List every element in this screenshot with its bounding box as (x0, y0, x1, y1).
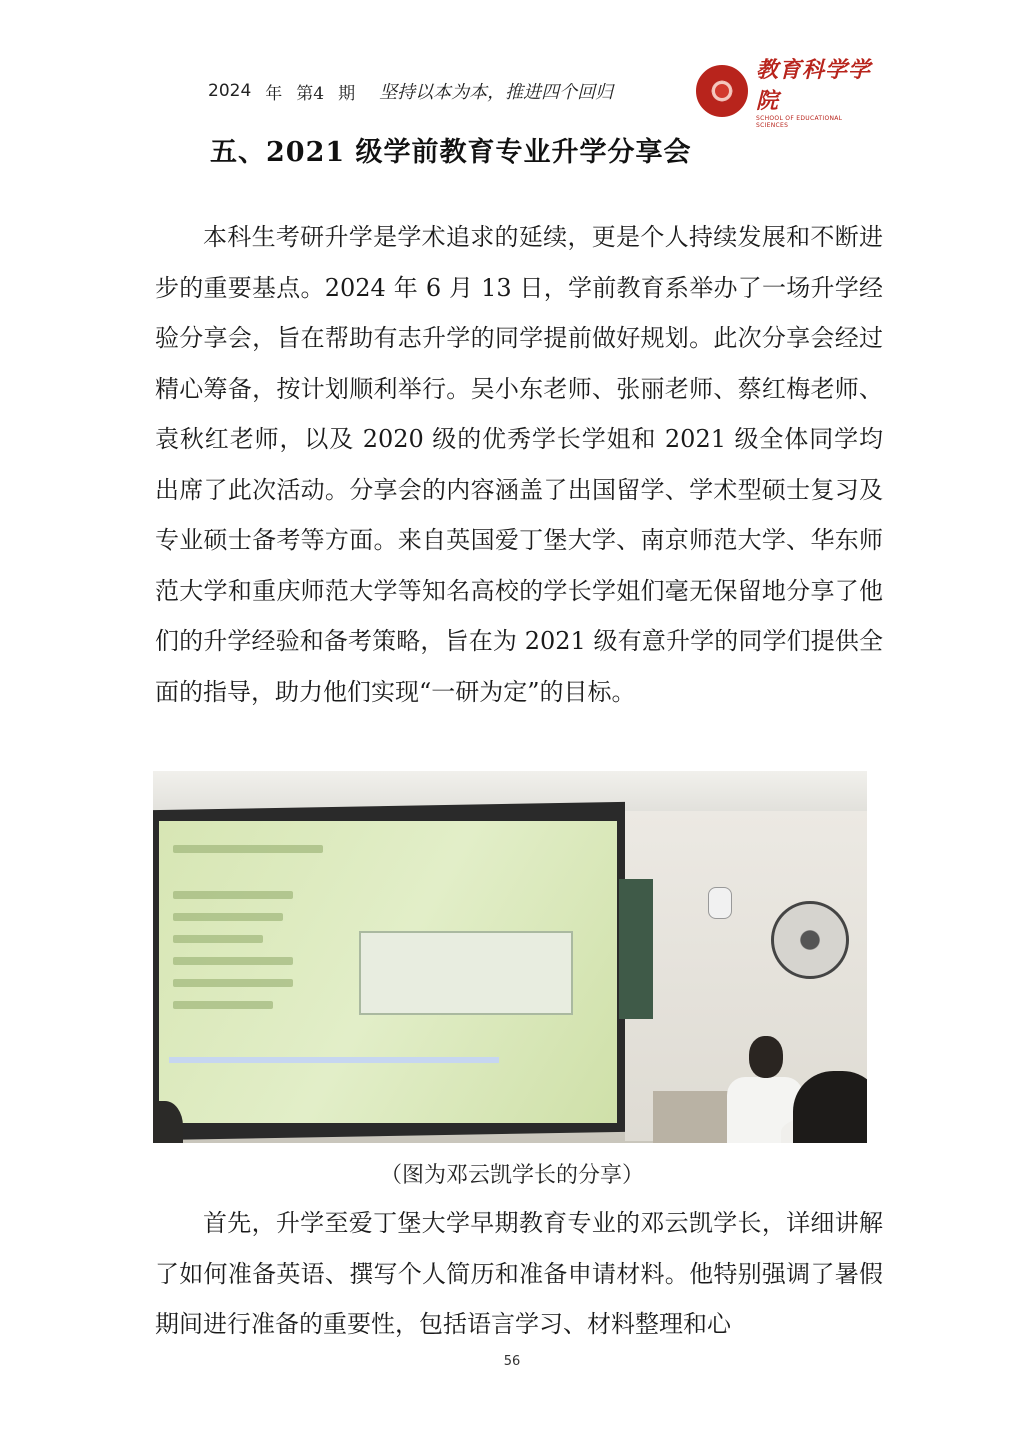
header-issue: 第4 (296, 83, 325, 104)
fan-icon (771, 901, 849, 979)
school-logo (696, 57, 876, 129)
camera-icon (708, 887, 732, 919)
photo-caption: （图为邓云凯学长的分享） (379, 1163, 644, 1188)
header-motto: 坚持以本为本，推进四个回归 (379, 82, 614, 103)
logo-name: 教育科学学院 (756, 57, 872, 114)
section-title: 五、2021 级学前教育专业升学分享会 (210, 137, 692, 168)
header-issue-unit: 期 (338, 83, 356, 104)
event-photo (153, 771, 867, 1143)
running-header (208, 74, 613, 108)
body-paragraph-1: 本科生考研升学是学术追求的延续，更是个人持续发展和不断进步的重要基点。2024 年 6 月 13 日，学前教育系举办了一场升学经验分享会，旨在帮助有志升学的同学提前做好规划。此次分享会经过精心筹备，按计划顺利举行。吴小东老师、张丽老师、蔡红梅老师、袁秋红老师，以及 2020 级的优秀学长学姐和 2021 级全体同学均出席了此次活动。分享会的内容涵盖了出国留学、学术型硕士复习及专业硕士备考等方面。来自英国爱丁堡大学、南京师范大学、华东师范大学和重庆师范大学等知名高校的学长学姐们毫无保留地分享了他们的升学经验和备考策略，旨在为 2021 级有意升学的同学们提供全面的指导，助力他们实现“一研为定”的目标。 (155, 223, 883, 706)
school-seal-icon (696, 65, 748, 117)
header-year-unit: 年 (265, 83, 283, 104)
header-year: 2024 (208, 81, 252, 101)
body-paragraph-2: 首先，升学至爱丁堡大学早期教育专业的邓云凯学长，详细讲解了如何准备英语、撰写个人简历和准备申请材料。他特别强调了暑假期间进行准备的重要性，包括语言学习、材料整理和心 (155, 1209, 883, 1338)
logo-subtitle: SCHOOL OF EDUCATIONAL SCIENCES (756, 115, 843, 129)
speaker-figure (749, 1036, 783, 1078)
page-number: 56 (503, 1354, 521, 1369)
